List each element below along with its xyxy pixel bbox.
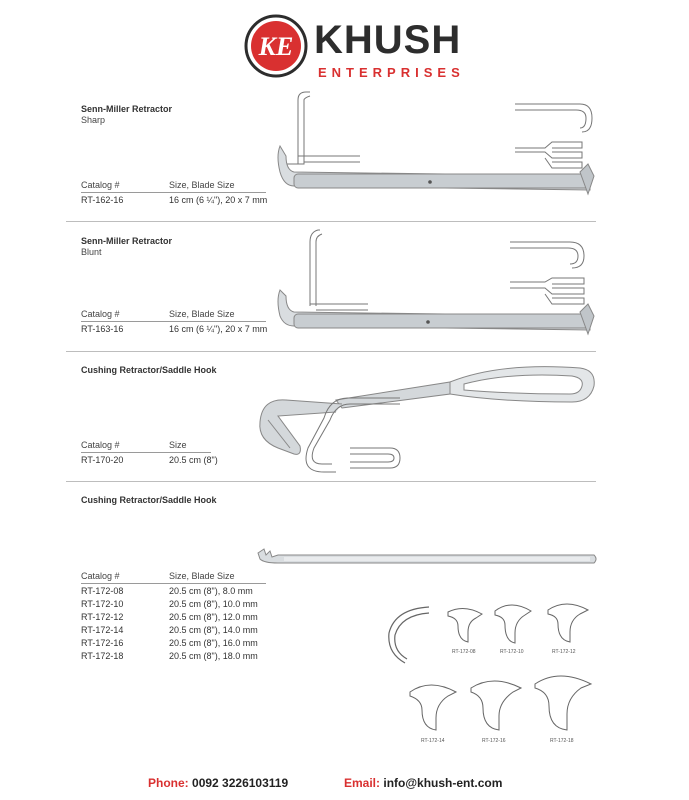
table-divider xyxy=(81,583,266,584)
product-title: Cushing Retractor/Saddle Hook xyxy=(81,495,217,505)
size-value: 20.5 cm (8"), 12.0 mm xyxy=(169,612,258,622)
catalog-number: RT-172-14 xyxy=(81,625,124,635)
catalog-number: RT-170-20 xyxy=(81,455,124,465)
catalog-number: RT-172-10 xyxy=(81,599,124,609)
table-row xyxy=(81,612,271,626)
table-row xyxy=(81,586,271,600)
blade-tip-label: RT-172-10 xyxy=(500,649,524,655)
catalog-header: Catalog # xyxy=(81,309,120,319)
hook-profile-illustration xyxy=(385,605,435,665)
table-divider xyxy=(81,192,266,193)
senn-miller-blunt-illustration xyxy=(270,226,600,341)
blade-tip-14mm-icon xyxy=(408,682,458,734)
catalog-number: RT-163-16 xyxy=(81,324,124,334)
catalog-number: RT-172-16 xyxy=(81,638,124,648)
section-separator xyxy=(66,351,596,352)
email-label: Email: xyxy=(344,776,381,790)
table-row xyxy=(81,599,271,613)
catalog-number: RT-162-16 xyxy=(81,195,124,205)
catalog-header: Catalog # xyxy=(81,571,120,581)
size-value: 16 cm (6 ¼"), 20 x 7 mm xyxy=(169,324,268,334)
catalog-header: Catalog # xyxy=(81,180,120,190)
table-divider xyxy=(81,452,211,453)
product-subtitle: Sharp xyxy=(81,115,106,125)
size-value: 16 cm (6 ¼"), 20 x 7 mm xyxy=(169,195,268,205)
blade-tip-8mm-icon xyxy=(446,606,486,646)
table-row xyxy=(81,651,271,665)
blade-tip-label: RT-172-08 xyxy=(452,649,476,655)
product-title: Senn-Miller Retractor xyxy=(81,236,173,246)
blade-tip-label: RT-172-12 xyxy=(552,649,576,655)
table-row xyxy=(81,638,271,652)
brand-logo xyxy=(244,14,464,94)
size-value: 20.5 cm (8"), 10.0 mm xyxy=(169,599,258,609)
brand-name: KHUSH xyxy=(314,18,462,62)
senn-miller-sharp-illustration xyxy=(270,86,600,216)
blade-tip-label: RT-172-14 xyxy=(421,738,445,744)
catalog-number: RT-172-08 xyxy=(81,586,124,596)
blade-tip-10mm-icon xyxy=(493,603,533,647)
product-title: Cushing Retractor/Saddle Hook xyxy=(81,365,217,375)
footer-email xyxy=(344,776,502,790)
section-separator xyxy=(66,481,596,482)
cushing-straight-handle-illustration xyxy=(254,545,599,571)
catalog-header: Catalog # xyxy=(81,440,120,450)
product-subtitle: Blunt xyxy=(81,247,102,257)
blade-tip-label: RT-172-18 xyxy=(550,738,574,744)
blade-tip-18mm-icon xyxy=(533,672,593,734)
size-header: Size xyxy=(169,440,187,450)
size-header: Size, Blade Size xyxy=(169,571,235,581)
size-value: 20.5 cm (8"), 8.0 mm xyxy=(169,586,253,596)
brand-badge-text: KE xyxy=(258,32,294,61)
blade-tip-label: RT-172-16 xyxy=(482,738,506,744)
blade-tip-16mm-icon xyxy=(469,678,523,734)
brand-subtitle: ENTERPRISES xyxy=(318,65,465,80)
size-value: 20.5 cm (8"), 18.0 mm xyxy=(169,651,258,661)
phone-label: Phone: xyxy=(148,776,189,790)
section-separator xyxy=(66,221,596,222)
table-divider xyxy=(81,321,266,322)
phone-number[interactable]: 0092 3226103119 xyxy=(192,776,289,790)
email-address[interactable]: info@khush-ent.com xyxy=(383,776,503,790)
catalog-number: RT-172-18 xyxy=(81,651,124,661)
catalog-number: RT-172-12 xyxy=(81,612,124,622)
size-value: 20.5 cm (8") xyxy=(169,455,218,465)
size-header: Size, Blade Size xyxy=(169,309,235,319)
cushing-retractor-illustration xyxy=(250,360,600,480)
footer-phone xyxy=(148,776,288,790)
table-row xyxy=(81,625,271,639)
brand-badge-icon xyxy=(244,14,308,78)
product-title: Senn-Miller Retractor xyxy=(81,104,173,114)
size-value: 20.5 cm (8"), 16.0 mm xyxy=(169,638,258,648)
size-value: 20.5 cm (8"), 14.0 mm xyxy=(169,625,258,635)
blade-tip-12mm-icon xyxy=(546,602,590,646)
size-header: Size, Blade Size xyxy=(169,180,235,190)
